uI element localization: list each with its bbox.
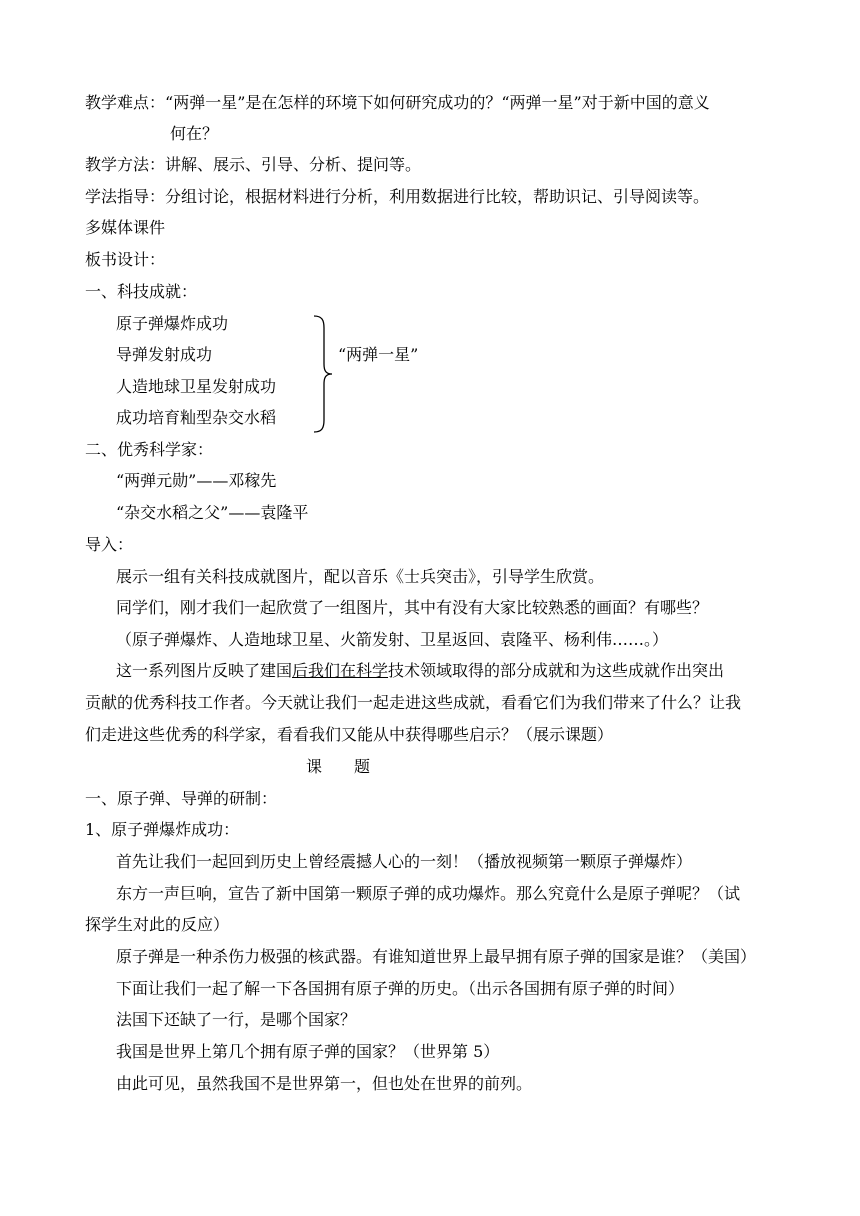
body-paragraph: 我国是世界上第几个拥有原子弹的国家？（世界第 5） xyxy=(116,1042,500,1061)
part1-subheading: 1、原子弹爆炸成功： xyxy=(85,820,240,839)
achievement-item: 成功培育籼型杂交水稻 xyxy=(116,408,277,427)
section1-heading: 一、科技成就： xyxy=(85,282,198,301)
achievement-item: 原子弹爆炸成功 xyxy=(116,314,229,333)
intro-text: 这一系列图片反映了建国 xyxy=(116,661,293,680)
body-paragraph: 由此可见，虽然我国不是世界第一，但也处在世界的前列。 xyxy=(116,1074,533,1093)
intro-heading: 导入： xyxy=(85,535,134,554)
body-paragraph: 首先让我们一起回到历史上曾经震撼人心的一刻！（播放视频第一颗原子弹爆炸） xyxy=(116,852,693,871)
body-paragraph: 探学生对此的反应） xyxy=(85,915,230,934)
intro-paragraph-line: 贡献的优秀科技工作者。今天就让我们一起走进这些成就，看看它们为我们带来了什么？让我 xyxy=(85,693,742,712)
intro-answer: （原子弹爆炸、人造地球卫星、火箭发射、卫星返回、袁隆平、杨利伟……。） xyxy=(116,630,669,649)
section2-heading: 二、优秀科学家： xyxy=(85,440,214,459)
achievement-item: 导弹发射成功 xyxy=(116,345,213,364)
media-line: 多媒体课件 xyxy=(85,218,166,237)
teaching-difficulty-line2: 何在？ xyxy=(170,124,219,143)
part1-heading: 一、原子弹、导弹的研制： xyxy=(85,789,278,808)
intro-paragraph-line xyxy=(116,661,724,681)
teaching-difficulty-line1 xyxy=(85,93,710,113)
group-label: “两弹一星” xyxy=(338,345,419,364)
body-paragraph: 下面让我们一起了解一下各国拥有原子弹的历史。（出示各国拥有原子弹的时间） xyxy=(116,979,685,998)
body-paragraph: 原子弹是一种杀伤力极强的核武器。有谁知道世界上最早拥有原子弹的国家是谁？（美国） xyxy=(116,947,757,966)
teaching-difficulty-text: “两弹一星”是在怎样的环境下如何研究成功的？“两弹一星”对于新中国的意义 xyxy=(165,93,710,112)
scientist-item: “杂交水稻之父”——袁隆平 xyxy=(116,503,309,522)
intro-paragraph: 同学们，刚才我们一起欣赏了一组图片，其中有没有大家比较熟悉的画面？有哪些？ xyxy=(116,598,709,617)
lesson-title: 课 题 xyxy=(306,757,371,776)
underlined-text: 后我们在科学 xyxy=(292,661,389,680)
scientist-item: “两弹元勋”——邓稼先 xyxy=(116,471,277,490)
intro-paragraph: 展示一组有关科技成就图片，配以音乐《士兵突击》，引导学生欣赏。 xyxy=(116,567,605,586)
intro-paragraph-line: 们走进这些优秀的科学家，看看我们又能从中获得哪些启示？（展示课题） xyxy=(85,725,614,744)
achievement-item: 人造地球卫星发射成功 xyxy=(116,377,277,396)
body-paragraph: 东方一声巨响，宣告了新中国第一颗原子弹的成功爆炸。那么究竟什么是原子弹呢？（试 xyxy=(116,884,741,903)
right-brace xyxy=(308,314,336,434)
teaching-method: 教学方法：讲解、展示、引导、分析、提问等。 xyxy=(85,155,422,174)
body-paragraph: 法国下还缺了一行，是哪个国家？ xyxy=(116,1010,357,1029)
teaching-difficulty-label: 教学难点： xyxy=(85,93,166,112)
board-design-title: 板书设计： xyxy=(85,250,166,269)
intro-text: 技术领域取得的部分成就和为这些成就作出突出 xyxy=(388,661,725,680)
learning-guidance: 学法指导：分组讨论，根据材料进行分析，利用数据进行比较，帮助识记、引导阅读等。 xyxy=(85,187,710,206)
